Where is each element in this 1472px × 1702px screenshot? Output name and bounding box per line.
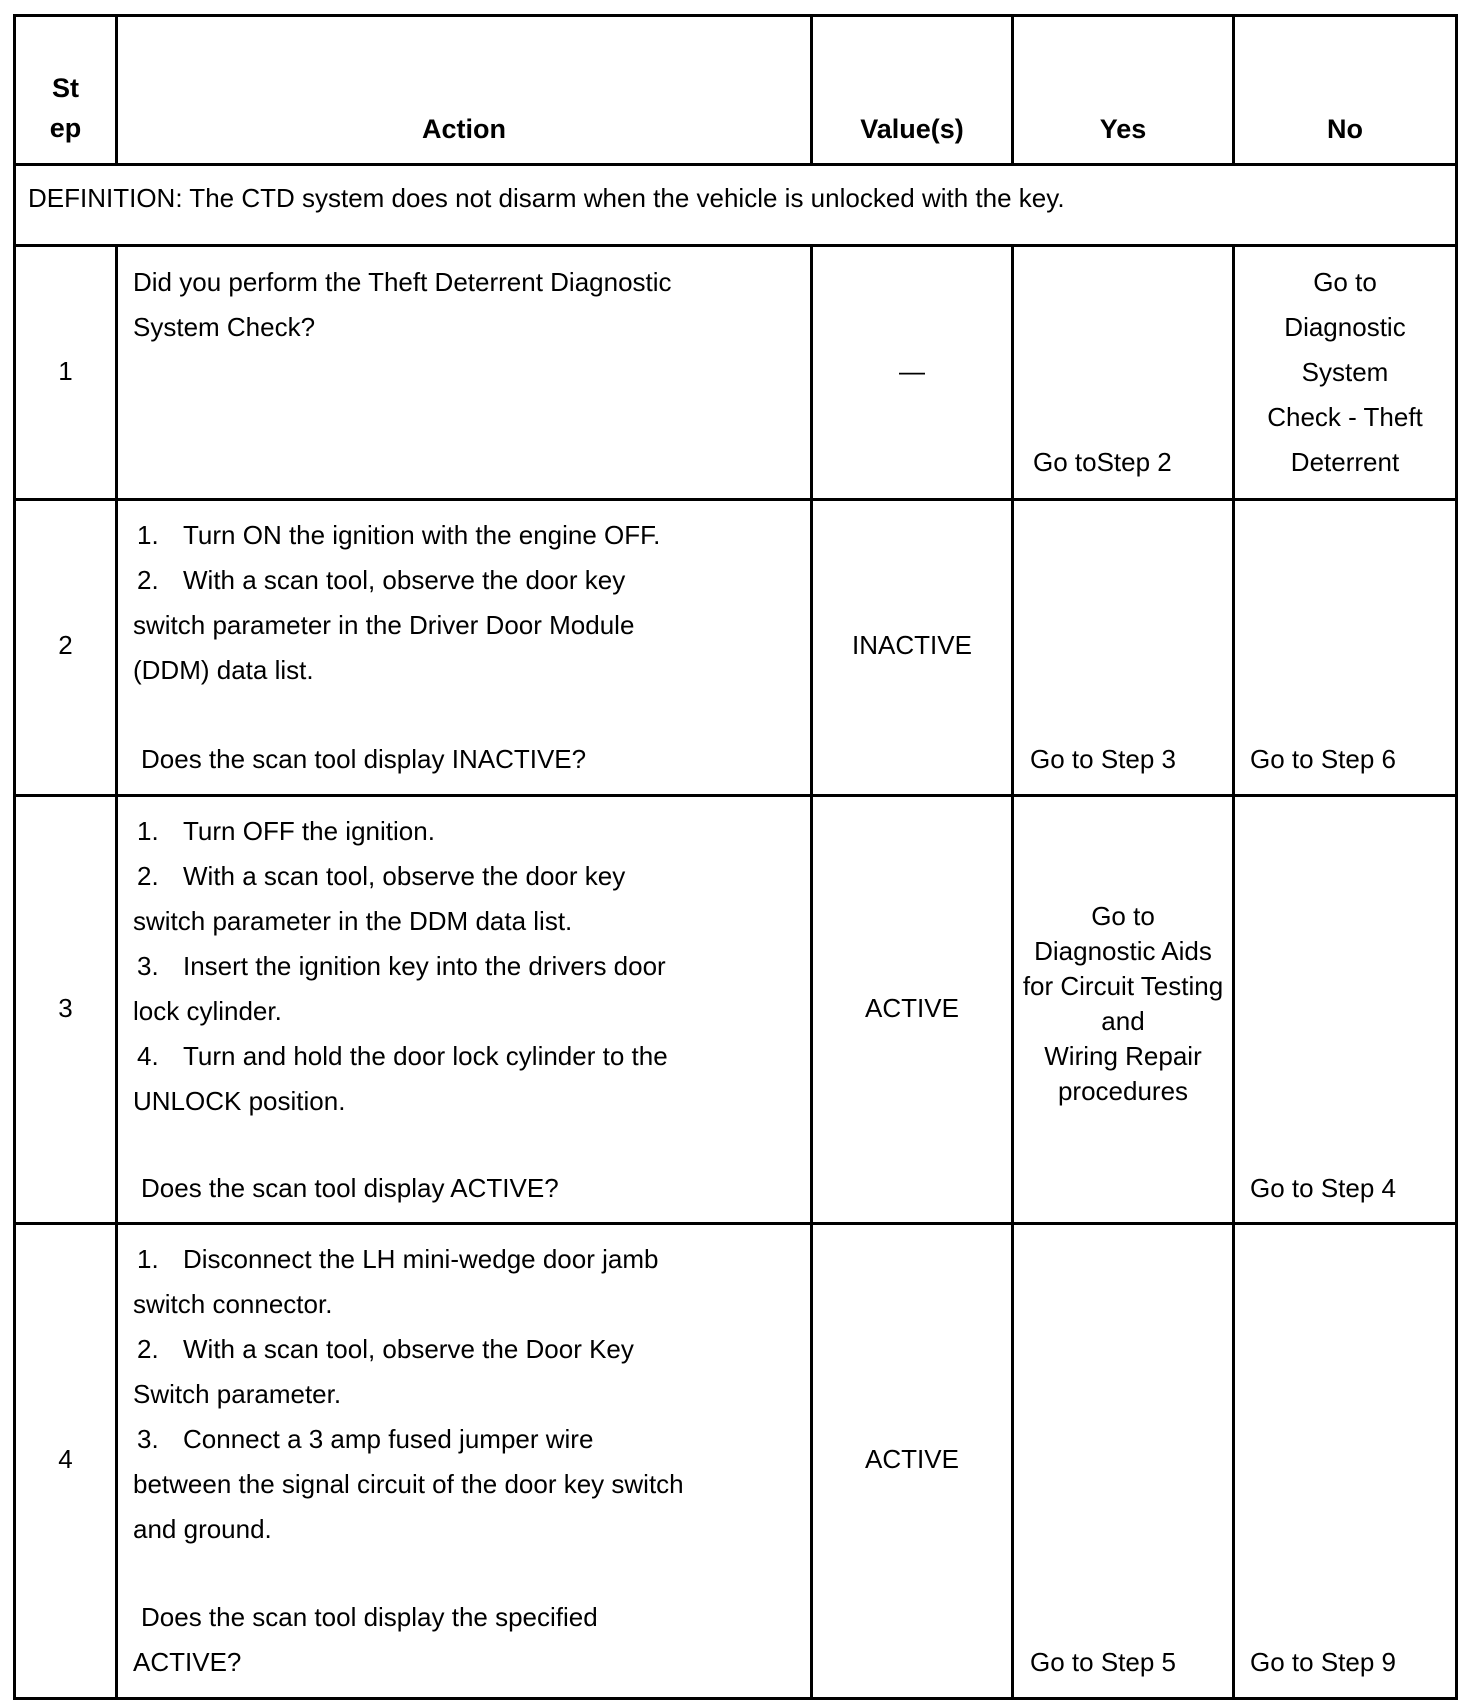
no-line: Diagnostic xyxy=(1284,312,1406,342)
action-text xyxy=(133,1237,803,1552)
item-text: With a scan tool, observe the Door Key xyxy=(183,1334,634,1364)
action-item xyxy=(133,944,803,989)
item-number: 1. xyxy=(137,1244,159,1274)
yes-cell xyxy=(1014,899,1232,1109)
no-cell xyxy=(1235,260,1455,485)
action-line: switch parameter in the Driver Door Module xyxy=(133,610,635,640)
step-number: 4 xyxy=(58,1444,73,1474)
value-cell: — xyxy=(899,356,925,386)
item-text: Turn OFF the ignition. xyxy=(183,816,435,846)
item-text: Disconnect the LH mini-wedge door jamb xyxy=(183,1244,659,1274)
step-number: 1 xyxy=(58,356,73,386)
action-text xyxy=(133,260,803,350)
rule xyxy=(1455,14,1458,1700)
header-no: No xyxy=(1327,114,1363,144)
no-line: System xyxy=(1301,357,1389,387)
header-step-line: St xyxy=(52,73,79,103)
no-line: Deterrent xyxy=(1290,447,1400,477)
no-line: Go to xyxy=(1313,267,1377,297)
step-number: 3 xyxy=(58,993,73,1023)
rule xyxy=(13,244,1457,247)
rule xyxy=(13,1697,1457,1700)
step-number: 2 xyxy=(58,630,73,660)
rule xyxy=(13,1222,1457,1225)
action-line: UNLOCK position. xyxy=(133,1086,346,1116)
action-text xyxy=(133,513,803,693)
item-text: Connect a 3 amp fused jumper wire xyxy=(183,1424,594,1454)
action-line: Did you perform the Theft Deterrent Diagnostic xyxy=(133,267,672,297)
question-text: Does the scan tool display ACTIVE? xyxy=(141,1173,559,1203)
action-item xyxy=(133,854,803,899)
yes-cell: Go to Step 3 xyxy=(1030,744,1176,774)
item-number: 2. xyxy=(137,565,159,595)
item-number: 1. xyxy=(137,816,159,846)
header-yes: Yes xyxy=(1099,114,1147,144)
action-item xyxy=(133,1237,803,1282)
no-cell: Go to Step 4 xyxy=(1250,1173,1396,1203)
item-number: 3. xyxy=(137,951,159,981)
action-line: Switch parameter. xyxy=(133,1379,342,1409)
header-step-line: ep xyxy=(49,113,82,143)
item-text: With a scan tool, observe the door key xyxy=(183,861,626,891)
no-cell: Go to Step 9 xyxy=(1250,1647,1396,1677)
action-line: switch connector. xyxy=(133,1289,333,1319)
yes-cell: Go to Step 5 xyxy=(1030,1647,1176,1677)
yes-cell: Go toStep 2 xyxy=(1033,447,1172,477)
item-number: 2. xyxy=(137,1334,159,1364)
value-cell: ACTIVE xyxy=(865,993,959,1023)
rule xyxy=(13,498,1457,501)
item-text: With a scan tool, observe the door key xyxy=(183,565,626,595)
item-text: Insert the ignition key into the drivers door xyxy=(183,951,666,981)
rule xyxy=(13,163,1457,166)
action-text xyxy=(133,809,803,1124)
action-item xyxy=(133,809,803,854)
header-action: Action xyxy=(422,114,506,144)
question-text: Does the scan tool display INACTIVE? xyxy=(141,744,587,774)
header-values: Value(s) xyxy=(860,114,964,144)
action-line: and ground. xyxy=(133,1514,272,1544)
question-text xyxy=(133,1595,803,1685)
yes-line: Go to xyxy=(1091,901,1155,931)
action-item xyxy=(133,1417,803,1462)
action-line: (DDM) data list. xyxy=(133,655,314,685)
action-line: lock cylinder. xyxy=(133,996,282,1026)
yes-line: Diagnostic Aids xyxy=(1034,936,1212,966)
action-item xyxy=(133,558,803,603)
item-text: Turn ON the ignition with the engine OFF. xyxy=(183,520,661,550)
action-line: between the signal circuit of the door key switch xyxy=(133,1469,684,1499)
yes-line: Wiring Repair xyxy=(1044,1041,1202,1071)
definition-text: DEFINITION: The CTD system does not disarm when the vehicle is unlocked with the key. xyxy=(28,183,1065,213)
yes-line: and xyxy=(1101,1006,1145,1036)
yes-line: procedures xyxy=(1057,1076,1189,1106)
rule xyxy=(13,794,1457,797)
item-number: 3. xyxy=(137,1424,159,1454)
rule xyxy=(115,244,118,1700)
question-line: ACTIVE? xyxy=(133,1647,242,1677)
yes-line: for Circuit Testing xyxy=(1022,971,1224,1001)
action-line: switch parameter in the DDM data list. xyxy=(133,906,573,936)
item-number: 2. xyxy=(137,861,159,891)
item-text: Turn and hold the door lock cylinder to the xyxy=(183,1041,668,1071)
action-line: System Check? xyxy=(133,312,316,342)
item-number: 1. xyxy=(137,520,159,550)
action-item xyxy=(133,1327,803,1372)
no-cell: Go to Step 6 xyxy=(1250,744,1396,774)
action-item xyxy=(133,1034,803,1079)
question-line: Does the scan tool display the specified xyxy=(141,1602,598,1632)
header-step xyxy=(16,68,115,148)
rule xyxy=(13,14,1457,17)
action-item xyxy=(133,513,803,558)
value-cell: INACTIVE xyxy=(852,630,972,660)
value-cell: ACTIVE xyxy=(865,1444,959,1474)
no-line: Check - Theft xyxy=(1267,402,1423,432)
item-number: 4. xyxy=(137,1041,159,1071)
